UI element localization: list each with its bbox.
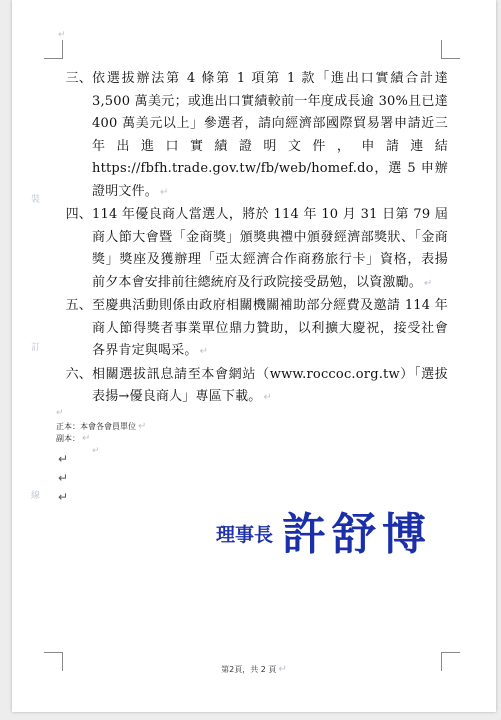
page-number: 第2頁，共 2 頁 [221, 665, 277, 674]
paragraph-mark: ↵ [160, 186, 169, 198]
item-number: 六、 [65, 366, 92, 382]
chairman-signature-seal [216, 505, 444, 557]
recipients-copy: 副本： ↵ [56, 433, 91, 444]
paragraph-mark: ↵ [58, 452, 69, 466]
binding-mark: 線 [31, 491, 41, 501]
margin-corner-top-left [44, 40, 63, 59]
paragraph-mark: ↵ [92, 446, 100, 456]
item-number: 五、 [65, 298, 92, 313]
seal-title: 理事長 [216, 524, 274, 546]
page-footer: 第2頁，共 2 頁 ↵ [221, 664, 287, 675]
paragraph-mark: ↵ [58, 490, 69, 504]
item-text: 114 年優良商人當選人，將於 114 年 10 月 31 日第 79 屆商人節大會暨「金商獎」頒獎典禮中頒發經濟部獎狀、「金商獎」獎座及獲辦理「亞太經濟合作商務旅行卡」資格，表揚前夕本會安排前往總統府及行政院接受勗勉，以資激勵。 [92, 207, 448, 290]
recipients-main: 正本：本會各會員單位 ↵ [56, 421, 147, 432]
item-text: 依選拔辦法第 4 條第 1 項第 1 款「進出口實績合計達 3,500 萬美元；或進出口實績較前一年度成長逾 30%且已達 400 萬美元以上」參選者，請向經濟部國際貿易署申請近三年出進口實績證明文件，申請連結 https://fbfh.trade.gov.tw/fb/web/homef.do，選 5 申辦證明文件。 [92, 71, 448, 199]
seal-name: 許舒博 [282, 509, 432, 557]
item-number: 三、 [65, 71, 92, 86]
margin-corner-top-right [441, 40, 460, 59]
document-page [12, 0, 496, 712]
list-item [56, 295, 448, 364]
paragraph-mark: ↵ [199, 346, 209, 357]
list-item [56, 204, 448, 295]
paragraph-mark: ↵ [58, 30, 66, 40]
binding-mark: 訂 [31, 343, 41, 353]
item-text: 至慶典活動則係由政府相關機關補助部分經費及邀請 114 年商人節得獎者事業單位鼎力贊助，以利擴大慶祝，接受社會各界肯定與喝采。 [92, 298, 448, 358]
paragraph-mark: ↵ [263, 392, 273, 403]
list-item [56, 364, 448, 410]
paragraph-mark: ↵ [56, 408, 64, 418]
list-item [56, 68, 448, 204]
item-text: 相關選拔訊息請至本會網站（www.roccoc.org.tw）「選拔表揚→優良商人」專區下載。 [92, 366, 448, 404]
paragraph-mark: ↵ [58, 471, 69, 485]
document-body [56, 68, 448, 410]
binding-mark: 裝 [31, 195, 41, 205]
paragraph-mark: ↵ [424, 277, 433, 289]
item-number: 四、 [65, 207, 92, 222]
